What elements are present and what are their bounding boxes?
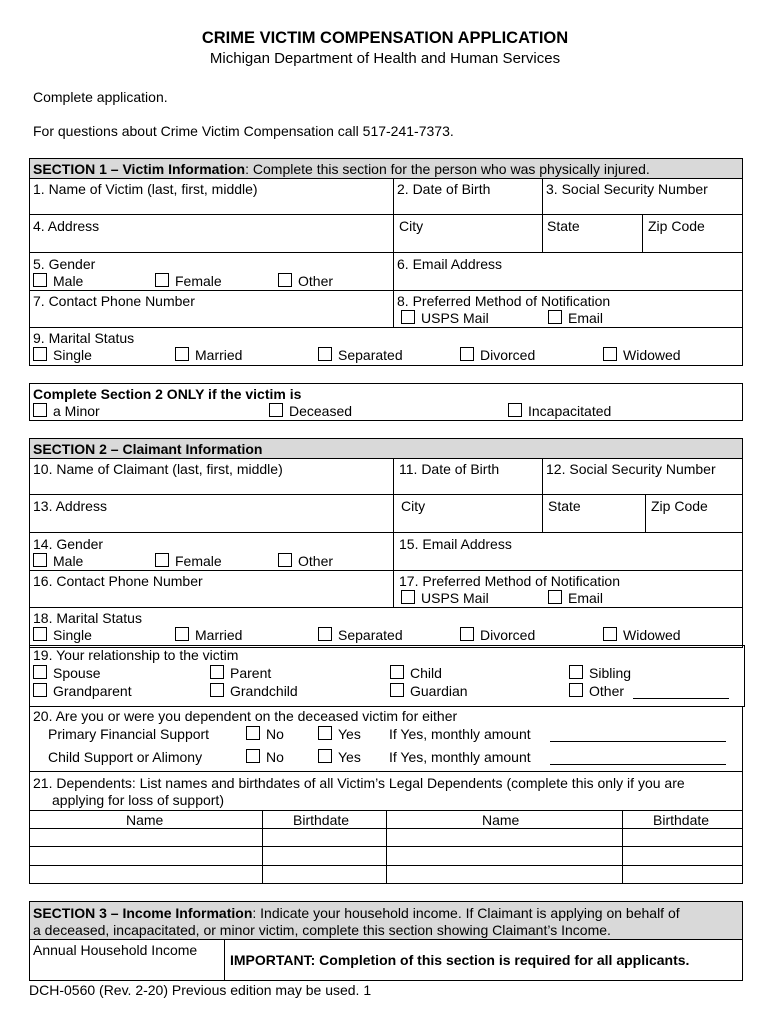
victim-divorced-checkbox[interactable] — [460, 347, 474, 361]
victim-address-label: 4. Address — [33, 218, 100, 234]
section2-title: SECTION 2 – Claimant Information — [33, 441, 263, 457]
condition-title: Complete Section 2 ONLY if the victim is — [33, 386, 302, 402]
incapacitated-checkbox[interactable] — [508, 403, 522, 417]
instruction-text: Complete application. — [33, 89, 168, 105]
grandchild-label: Grandchild — [230, 683, 298, 699]
victim-divorced-label: Divorced — [480, 347, 536, 363]
relationship-other-input[interactable] — [633, 698, 729, 699]
sibling-checkbox[interactable] — [569, 665, 583, 679]
victim-state-label: State — [547, 218, 580, 234]
victim-married-label: Married — [195, 347, 243, 363]
child-support-monthly-label: If Yes, monthly amount — [389, 749, 531, 765]
relationship-label: 19. Your relationship to the victim — [33, 647, 239, 663]
claimant-email-checkbox[interactable] — [548, 590, 562, 604]
victim-name-label: 1. Name of Victim (last, first, middle) — [33, 181, 258, 197]
claimant-marital-label: 18. Marital Status — [33, 610, 142, 626]
child-support-label: Child Support or Alimony — [48, 749, 203, 765]
victim-phone-label: 7. Contact Phone Number — [33, 293, 195, 309]
claimant-city-label: City — [401, 498, 426, 514]
parent-label: Parent — [230, 665, 272, 681]
primary-support-label: Primary Financial Support — [48, 726, 210, 742]
claimant-notify-label: 17. Preferred Method of Notification — [399, 573, 621, 589]
primary-no-checkbox[interactable] — [246, 726, 260, 740]
child-support-yes-checkbox[interactable] — [318, 749, 332, 763]
victim-zip-label: Zip Code — [648, 218, 705, 234]
victim-gender-label: 5. Gender — [33, 256, 96, 272]
minor-label: a Minor — [53, 403, 100, 419]
victim-email-opt-label: Email — [568, 310, 604, 326]
claimant-married-label: Married — [195, 627, 243, 643]
claimant-separated-checkbox[interactable] — [318, 627, 332, 641]
questions-text: For questions about Crime Victim Compensation call 517-241-7373. — [33, 123, 454, 139]
deceased-label: Deceased — [289, 403, 353, 419]
victim-female-label: Female — [175, 273, 222, 289]
victim-other-label: Other — [298, 273, 334, 289]
victim-email-checkbox[interactable] — [548, 310, 562, 324]
victim-widowed-label: Widowed — [623, 347, 681, 363]
claimant-ssn-label: 12. Social Security Number — [546, 461, 716, 477]
claimant-female-checkbox[interactable] — [155, 553, 169, 567]
victim-married-checkbox[interactable] — [175, 347, 189, 361]
dependence-question: 20. Are you or were you dependent on the deceased victim for either — [33, 708, 458, 724]
claimant-male-label: Male — [53, 553, 84, 569]
claimant-usps-checkbox[interactable] — [401, 590, 415, 604]
victim-single-checkbox[interactable] — [33, 347, 47, 361]
claimant-widowed-checkbox[interactable] — [603, 627, 617, 641]
dependents-col-birthdate-1: Birthdate — [293, 812, 350, 828]
victim-usps-checkbox[interactable] — [401, 310, 415, 324]
guardian-label: Guardian — [410, 683, 468, 699]
parent-checkbox[interactable] — [210, 665, 224, 679]
deceased-checkbox[interactable] — [269, 403, 283, 417]
victim-male-label: Male — [53, 273, 84, 289]
grandchild-checkbox[interactable] — [210, 683, 224, 697]
child-support-no-checkbox[interactable] — [246, 749, 260, 763]
victim-other-checkbox[interactable] — [278, 273, 292, 287]
grandparent-checkbox[interactable] — [33, 683, 47, 697]
footer-text: DCH-0560 (Rev. 2-20) Previous edition may be used. 1 — [29, 982, 372, 998]
claimant-single-label: Single — [53, 627, 92, 643]
form-title: CRIME VICTIM COMPENSATION APPLICATION — [201, 29, 569, 47]
primary-monthly-input[interactable] — [550, 741, 726, 742]
dependents-col-name-1: Name — [126, 812, 164, 828]
incapacitated-label: Incapacitated — [528, 403, 612, 419]
child-support-no-label: No — [266, 749, 284, 765]
grandparent-label: Grandparent — [53, 683, 132, 699]
victim-single-label: Single — [53, 347, 92, 363]
claimant-separated-label: Separated — [338, 627, 403, 643]
claimant-single-checkbox[interactable] — [33, 627, 47, 641]
victim-widowed-checkbox[interactable] — [603, 347, 617, 361]
claimant-name-label: 10. Name of Claimant (last, first, middle) — [33, 461, 283, 477]
dependents-label-line1: 21. Dependents: List names and birthdates of all Victim’s Legal Dependents (complete this only if you are — [33, 775, 685, 791]
primary-monthly-label: If Yes, monthly amount — [389, 726, 531, 742]
victim-ssn-label: 3. Social Security Number — [546, 181, 708, 197]
sibling-label: Sibling — [589, 665, 632, 681]
claimant-male-checkbox[interactable] — [33, 553, 47, 567]
claimant-gender-label: 14. Gender — [33, 536, 104, 552]
claimant-married-checkbox[interactable] — [175, 627, 189, 641]
relationship-other-label: Other — [589, 683, 625, 699]
victim-separated-label: Separated — [338, 347, 403, 363]
victim-email-label: 6. Email Address — [397, 256, 503, 272]
claimant-other-checkbox[interactable] — [278, 553, 292, 567]
dependents-col-birthdate-2: Birthdate — [653, 812, 710, 828]
child-checkbox[interactable] — [390, 665, 404, 679]
claimant-state-label: State — [548, 498, 581, 514]
form-subtitle: Michigan Department of Health and Human Services — [209, 50, 561, 67]
victim-male-checkbox[interactable] — [33, 273, 47, 287]
claimant-other-label: Other — [298, 553, 334, 569]
claimant-usps-label: USPS Mail — [421, 590, 489, 606]
claimant-widowed-label: Widowed — [623, 627, 681, 643]
victim-separated-checkbox[interactable] — [318, 347, 332, 361]
victim-city-label: City — [399, 218, 424, 234]
claimant-email-label: 15. Email Address — [399, 536, 512, 552]
victim-dob-label: 2. Date of Birth — [397, 181, 491, 197]
dependents-label-line2: applying for loss of support) — [52, 792, 224, 808]
section3-title-line1: SECTION 3 – Income Information: Indicate your household income. If Claimant is applying on behalf of — [33, 905, 680, 921]
child-support-monthly-input[interactable] — [550, 764, 726, 765]
claimant-phone-label: 16. Contact Phone Number — [33, 573, 203, 589]
guardian-checkbox[interactable] — [390, 683, 404, 697]
section1-title: SECTION 1 – Victim Information: Complete this section for the person who was physically injured. — [33, 161, 650, 177]
claimant-zip-label: Zip Code — [651, 498, 708, 514]
child-support-yes-label: Yes — [338, 749, 361, 765]
victim-notify-label: 8. Preferred Method of Notification — [397, 293, 611, 309]
primary-yes-label: Yes — [338, 726, 361, 742]
claimant-divorced-label: Divorced — [480, 627, 536, 643]
dependents-col-name-2: Name — [482, 812, 520, 828]
primary-no-label: No — [266, 726, 284, 742]
claimant-female-label: Female — [175, 553, 222, 569]
important-note: IMPORTANT: Completion of this section is required for all applicants. — [230, 952, 690, 968]
section3-title-line2: a deceased, incapacitated, or minor victim, complete this section showing Claimant’s Income. — [33, 922, 611, 938]
victim-female-checkbox[interactable] — [155, 273, 169, 287]
spouse-checkbox[interactable] — [33, 665, 47, 679]
minor-checkbox[interactable] — [33, 403, 47, 417]
primary-yes-checkbox[interactable] — [318, 726, 332, 740]
victim-usps-label: USPS Mail — [421, 310, 489, 326]
spouse-label: Spouse — [53, 665, 101, 681]
claimant-dob-label: 11. Date of Birth — [399, 461, 500, 477]
income-label: Annual Household Income — [33, 942, 198, 958]
claimant-address-label: 13. Address — [33, 498, 107, 514]
victim-marital-label: 9. Marital Status — [33, 330, 135, 346]
child-label: Child — [410, 665, 442, 681]
claimant-email-opt-label: Email — [568, 590, 604, 606]
relationship-other-checkbox[interactable] — [569, 683, 583, 697]
claimant-divorced-checkbox[interactable] — [460, 627, 474, 641]
